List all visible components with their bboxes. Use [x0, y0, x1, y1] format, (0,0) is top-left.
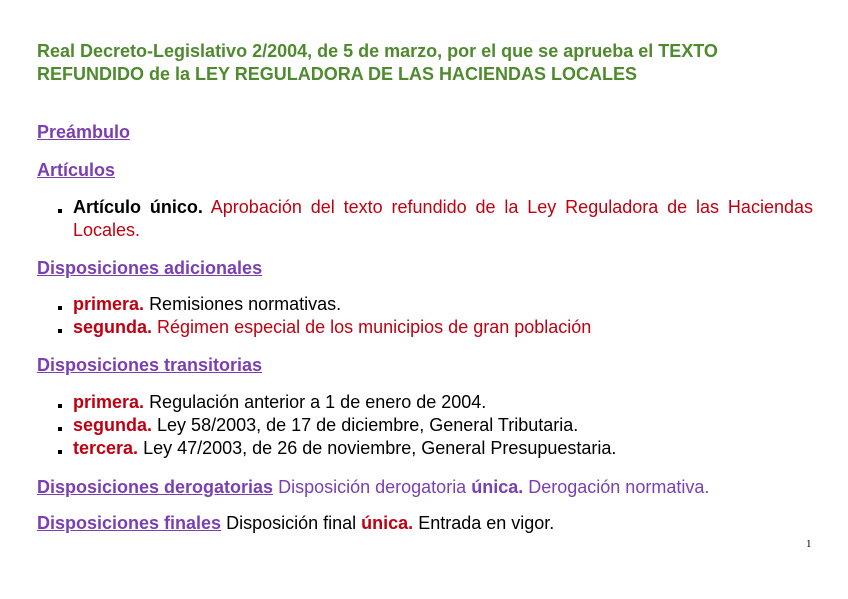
transitoria-primera-text: Regulación anterior a 1 de enero de 2004. — [149, 392, 487, 412]
adicionales-list — [55, 293, 591, 339]
articulos-list — [55, 196, 813, 242]
transitoria-segunda-label: segunda. — [73, 415, 153, 435]
document-title: Real Decreto-Legislativo 2/2004, de 5 de marzo, por el que se aprueba el TEXTO REFUNDIDO de la LEY REGULADORA DE LAS HACIENDAS LOCALES — [37, 41, 718, 84]
transitoria-segunda-text: Ley 58/2003, de 17 de diciembre, General Tributaria. — [157, 415, 579, 435]
adicional-segunda-label: segunda. — [73, 317, 153, 337]
link-preambulo[interactable]: Preámbulo — [37, 122, 131, 142]
list-item — [55, 414, 616, 437]
list-item — [55, 437, 616, 460]
final-text: Entrada en vigor. — [418, 513, 555, 533]
page-number: 1 — [806, 538, 812, 550]
adicional-segunda-text: Régimen especial de los municipios de gran población — [157, 317, 592, 337]
list-item — [55, 391, 616, 414]
final-prefix: Disposición final — [226, 513, 357, 533]
adicional-primera-label: primera. — [73, 294, 145, 314]
link-disposiciones-transitorias[interactable]: Disposiciones transitorias — [37, 355, 263, 375]
transitorias-list — [55, 391, 616, 460]
list-item — [55, 293, 591, 316]
list-item — [55, 316, 591, 339]
adicional-primera-text: Remisiones normativas. — [149, 294, 342, 314]
transitoria-tercera-label: tercera. — [73, 438, 139, 458]
articulo-unico-text: Aprobación del texto refundido de la Ley Reguladora de las Haciendas Locales. — [73, 197, 813, 240]
derogatorias-row — [37, 476, 709, 498]
list-item — [55, 196, 813, 242]
link-articulos[interactable]: Artículos — [37, 160, 116, 180]
finales-row — [37, 512, 554, 534]
link-disposiciones-derogatorias[interactable]: Disposiciones derogatorias — [37, 477, 274, 497]
final-label: única. — [361, 513, 414, 533]
link-disposiciones-finales[interactable]: Disposiciones finales — [37, 513, 222, 533]
transitoria-primera-label: primera. — [73, 392, 145, 412]
derogatoria-text: Derogación normativa. — [528, 477, 710, 497]
link-disposiciones-adicionales[interactable]: Disposiciones adicionales — [37, 258, 263, 278]
transitoria-tercera-text: Ley 47/2003, de 26 de noviembre, General Presupuestaria. — [143, 438, 617, 458]
articulo-unico-label: Artículo único. — [73, 197, 203, 217]
derogatoria-prefix: Disposición derogatoria — [278, 477, 467, 497]
derogatoria-label: única. — [471, 477, 524, 497]
